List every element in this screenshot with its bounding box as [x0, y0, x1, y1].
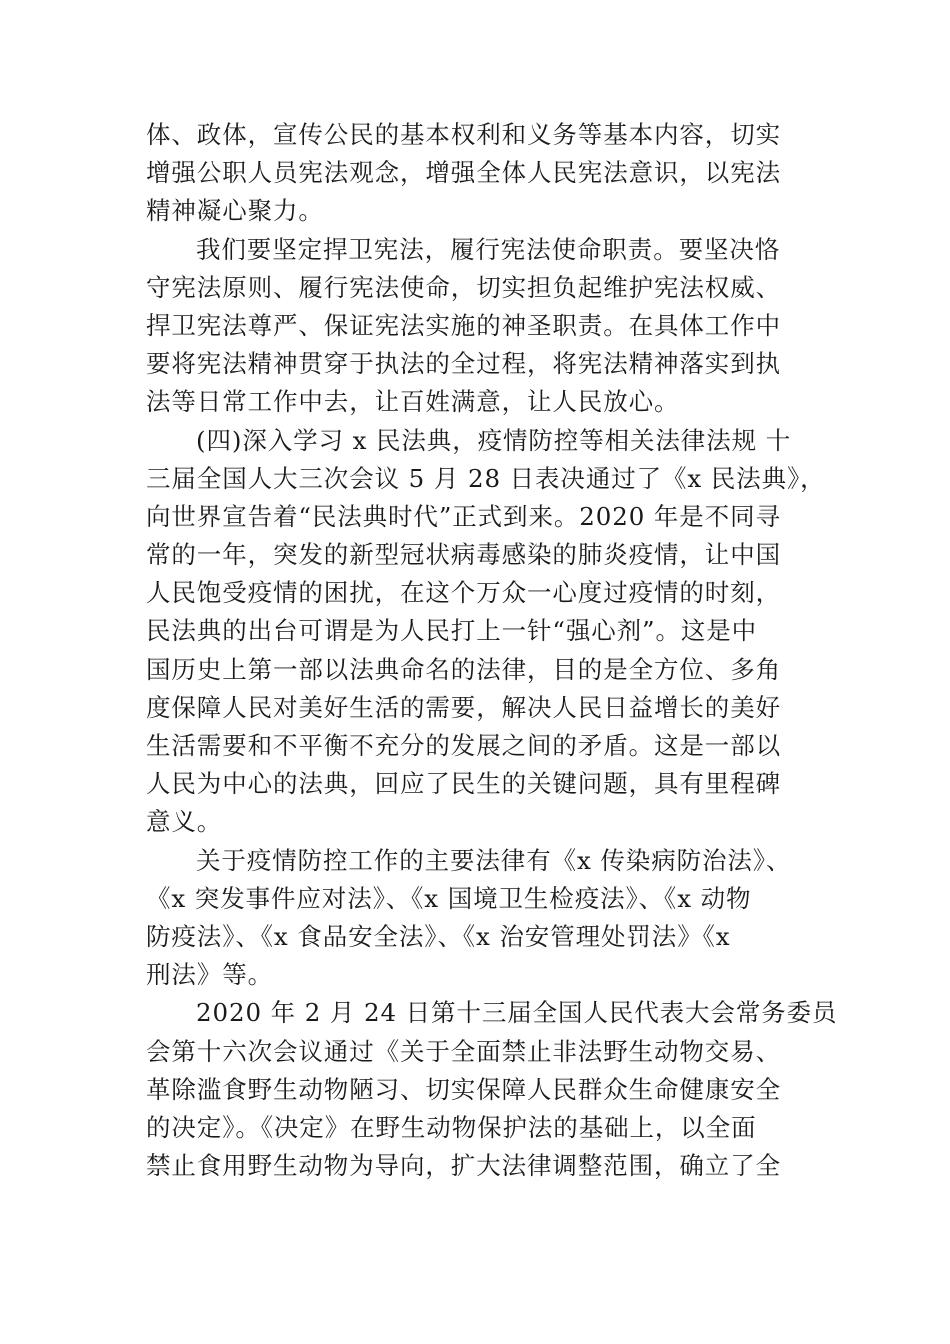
text-line: 捍卫宪法尊严、保证宪法实施的神圣职责。在具体工作中	[146, 310, 781, 340]
text-line: 常的一年，突发的新型冠状病毒感染的肺炎疫情，让中国	[146, 540, 781, 570]
text-line: 的决定》。《决定》在野生动物保护法的基础上，以全面	[146, 1112, 757, 1142]
paragraph-start-line: 关于疫情防控工作的主要法律有《x 传染病防治法》、	[196, 845, 792, 875]
text-line: 革除滥食野生动物陋习、切实保障人民群众生命健康安全	[146, 1074, 781, 1104]
text-line: 向世界宣告着“民法典时代”正式到来。2020 年是不同寻	[146, 501, 781, 531]
text-line: 人民为中心的法典，回应了民生的关键问题，具有里程碑	[146, 769, 781, 799]
paragraph-start-line: 2020 年 2 月 24 日第十三届全国人民代表大会常务委员	[196, 998, 838, 1028]
text-line: 生活需要和不平衡不充分的发展之间的矛盾。这是一部以	[146, 731, 781, 760]
text-line: 国历史上第一部以法典命名的法律，目的是全方位、多角	[146, 654, 781, 684]
text-line: 三届全国人大三次会议 5 月 28 日表决通过了《x 民法典》，	[146, 463, 826, 493]
text-line: 《x 突发事件应对法》、《x 国境卫生检疫法》、《x 动物	[146, 883, 752, 913]
text-line: 防疫法》、《x 食品安全法》、《x 治安管理处罚法》《x	[146, 921, 731, 951]
text-line: 会第十六次会议通过《关于全面禁止非法野生动物交易、	[146, 1036, 781, 1066]
section-heading-line: (四)深入学习 x 民法典，疫情防控等相关法律法规 十	[196, 425, 792, 455]
text-line: 增强公职人员宪法观念，增强全体人民宪法意识，以宪法	[146, 158, 781, 188]
text-line: 法等日常工作中去，让百姓满意，让人民放心。	[146, 387, 680, 417]
document-body	[146, 116, 838, 1185]
text-line: 精神凝心聚力。	[146, 196, 324, 226]
text-line: 禁止食用野生动物为导向，扩大法律调整范围，确立了全	[146, 1151, 781, 1181]
text-line: 度保障人民对美好生活的需要，解决人民日益增长的美好	[146, 692, 781, 722]
text-line: 体、政体，宣传公民的基本权利和义务等基本内容，切实	[146, 120, 781, 149]
text-line: 人民饱受疫情的困扰，在这个万众一心度过疫情的时刻，	[146, 578, 781, 608]
text-line: 意义。	[146, 807, 223, 837]
text-line: 民法典的出台可谓是为人民打上一针“强心剂”。这是中	[146, 616, 758, 646]
text-line: 要将宪法精神贯穿于执法的全过程，将宪法精神落实到执	[146, 349, 781, 379]
text-line: 刑法》等。	[146, 960, 273, 990]
paragraph-start-line: 我们要坚定捍卫宪法，履行宪法使命职责。要坚决恪	[196, 234, 781, 264]
text-line: 守宪法原则、履行宪法使命，切实担负起维护宪法权威、	[146, 272, 781, 302]
